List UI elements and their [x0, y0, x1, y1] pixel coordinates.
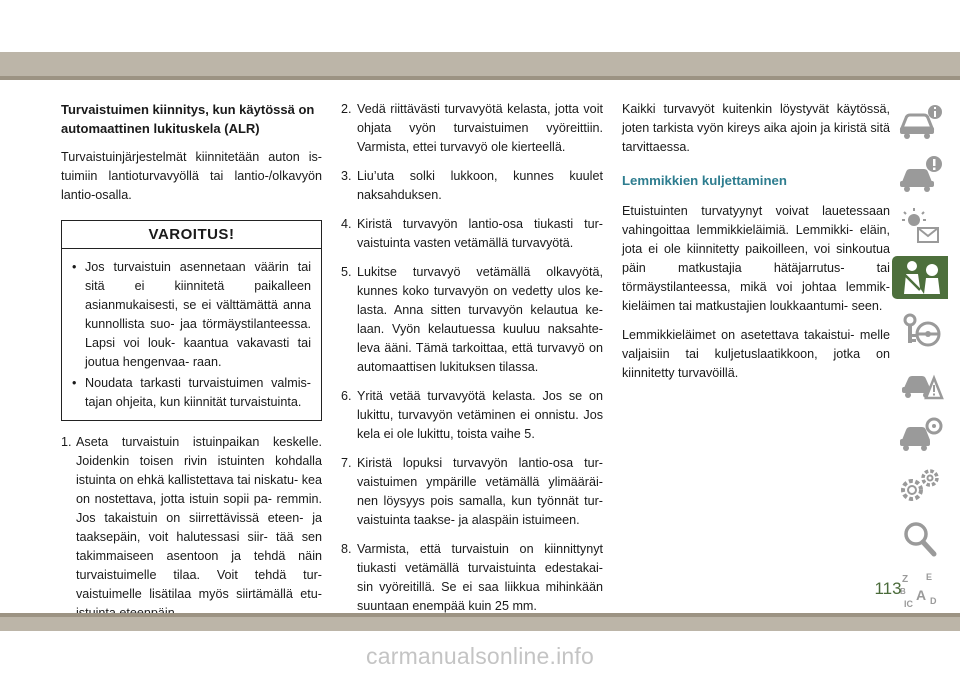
pet-paragraph-2: Lemmikkieläimet on asetettava takaistui- melle valjaisiin tai kuljetuslaatikkoon, jotka on kiinnitetty turvavöillä.: [622, 328, 890, 380]
warning-item: • Jos turvaistuin asennetaan väärin tai sitä ei kiinnitetä paikalleen asianmukaisesti, se ei välttämättä anna kunnollista suo- jaa törmäystilanteessa. Lapsi voi louk- kaantua vakavasti tai joutua hengenvaa- raan.: [72, 258, 311, 372]
step-text: Yritä vetää turvavyötä kelasta. Jos se on lukittu, turvavyön vetäminen ei onnistu. Jos kela ei ole lukittu, toista vaihe 5.: [357, 389, 603, 441]
svg-text:E: E: [926, 571, 933, 582]
left-column: [61, 100, 322, 633]
step-number: 2.: [341, 102, 352, 116]
tab-servicing[interactable]: [892, 412, 948, 455]
tab-dashboard-warning[interactable]: [892, 152, 948, 195]
step-text: Aseta turvaistuin istuinpaikan keskelle. Joidenkin toisen rivin istuinten kohdalla istuinta on ehkä kallistettava tai niskatu- kea on nostettava, jotta istuin sopii pa- remmin. Jos takaistuin on siirrettävissä eteen- ja taaksepäin, voit halutessasi siir- tää sen takimmaiseen asentoon ja tehdä näin turvaistuimelle tilaa. Voit tehdä tur- vaistuimelle lisätilaa myös siirtämällä etu-: [76, 435, 322, 601]
tab-search[interactable]: [892, 516, 948, 559]
light-message-icon: [896, 206, 944, 246]
watermark: carmanualsonline.info: [366, 643, 594, 669]
middle-column: [341, 100, 603, 626]
tab-car-info[interactable]: [892, 100, 948, 143]
step-number: 3.: [341, 169, 352, 183]
warning-item: • Noudata tarkasti turvaistuimen valmis- tajan ohjeita, kun kiinnität turvaistuinta.: [72, 374, 311, 412]
seatbelt-airbag-icon: [896, 258, 944, 298]
svg-text:D: D: [930, 595, 937, 606]
step-text: Liu’uta solki lukkoon, kunnes kuulet naksahduksen.: [357, 169, 603, 202]
section-heading-alr: Turvaistuimen kiinnitys, kun käytössä on automaattinen lukituskela (ALR): [61, 102, 315, 136]
step-number: 4.: [341, 217, 352, 231]
step-text: Varmista, että turvaistuin on kiinnittynyt tiukasti vetämällä turvaistuinta edestakai- sin vyöreitillä. Se ei saa liikkua mihinkään suuntaan enempää kuin 25 mm.: [357, 542, 603, 613]
warning-triangle-car-icon: [896, 362, 944, 402]
step-5: [341, 263, 603, 377]
car-info-icon: [896, 102, 944, 142]
right-intro-paragraph: Kaikki turvavyöt kuitenkin löystyvät käytössä, joten tarkista vyön kireys aika ajoin ja kiristä sitä tarvittaessa.: [622, 102, 890, 154]
tab-lights-messages[interactable]: [892, 204, 948, 247]
svg-text:IC: IC: [904, 598, 913, 609]
intro-paragraph: Turvaistuinjärjestelmät kiinnitetään auton is- tuimiin lantioturvavyöllä tai lantio-/olkavyön lantio-osalla.: [61, 150, 322, 202]
car-tools-icon: [896, 414, 944, 454]
warning-body: [62, 249, 321, 420]
search-icon: [896, 518, 944, 558]
top-decor-line: [0, 76, 960, 80]
tab-specifications[interactable]: [892, 464, 948, 507]
step-number: 7.: [341, 456, 352, 470]
car-dashboard-warning-icon: [896, 154, 944, 194]
bottom-decor-band: [0, 617, 960, 631]
step-text: Lukitse turvavyö vetämällä olkavyötä, kunnes koko turvavyön on vedetty ulos ke- lasta. Anna sitten turvavyön kelautua ke- laan. Vyön kelautuessa kuuluu naksahte- leva ääni. Tämä tarkoittaa, että turvavyö on automaattisen lukituksen tilassa.: [357, 265, 603, 374]
step-text: Vedä riittävästi turvavyötä kelasta, jotta voit ohjata vyön turvaistuimen vyöreittiin. Varmista, ettei turvavyö ole kierteellä.: [357, 102, 603, 154]
step-number: 5.: [341, 265, 352, 279]
pet-paragraph-1: Etuistuinten turvatyynyt voivat lauetessaan vahingoittaa lemmikkieläimiä. Lemmikki- eläin, jota ei ole kiinnitetty paikoilleen, voi sinkoutua päin matkustajia hätäjarrutus- tai törmäystilanteessa, mikä voi johtaa lemmik- kieläimen tai matkustajien loukkaantumi- seen.: [622, 204, 890, 313]
step-8: [341, 540, 603, 616]
chapter-tab-sidebar: [892, 100, 948, 620]
step-number: 8.: [341, 542, 352, 556]
key-steering-icon: [896, 310, 944, 350]
step-7: [341, 454, 603, 530]
tab-safety[interactable]: [892, 256, 948, 299]
step-text: Kiristä lopuksi turvavyön lantio-osa tur- vaistuimen ympärille vetämällä ylimääräi- nen löysyys pois samalla, kun työnnät tur- vaistuinta taakse- ja alaspäin istuimeen.: [357, 456, 603, 527]
right-column: [622, 100, 890, 393]
step-number: 1.: [61, 435, 72, 449]
step-1: [61, 433, 322, 623]
step-3: [341, 167, 603, 205]
tab-emergency[interactable]: [892, 360, 948, 403]
step-text: Kiristä turvavyön lantio-osa tiukasti tur- vaistuinta vasten vetämällä turvavyötä.: [357, 217, 603, 250]
page-number: 113: [874, 579, 902, 598]
warning-title: VAROITUS!: [62, 221, 321, 249]
warning-box: [61, 220, 322, 421]
gears-icon: [896, 466, 944, 506]
top-decor-band: [0, 52, 960, 76]
svg-text:Z: Z: [902, 573, 909, 585]
step-2: [341, 100, 603, 157]
step-4: [341, 215, 603, 253]
tab-starting-operating[interactable]: [892, 308, 948, 351]
svg-text:A: A: [916, 586, 927, 603]
pet-section-heading: Lemmikkien kuljettaminen: [622, 173, 787, 188]
step-6: [341, 387, 603, 444]
svg-text:B: B: [900, 586, 906, 596]
step-number: 6.: [341, 389, 352, 403]
